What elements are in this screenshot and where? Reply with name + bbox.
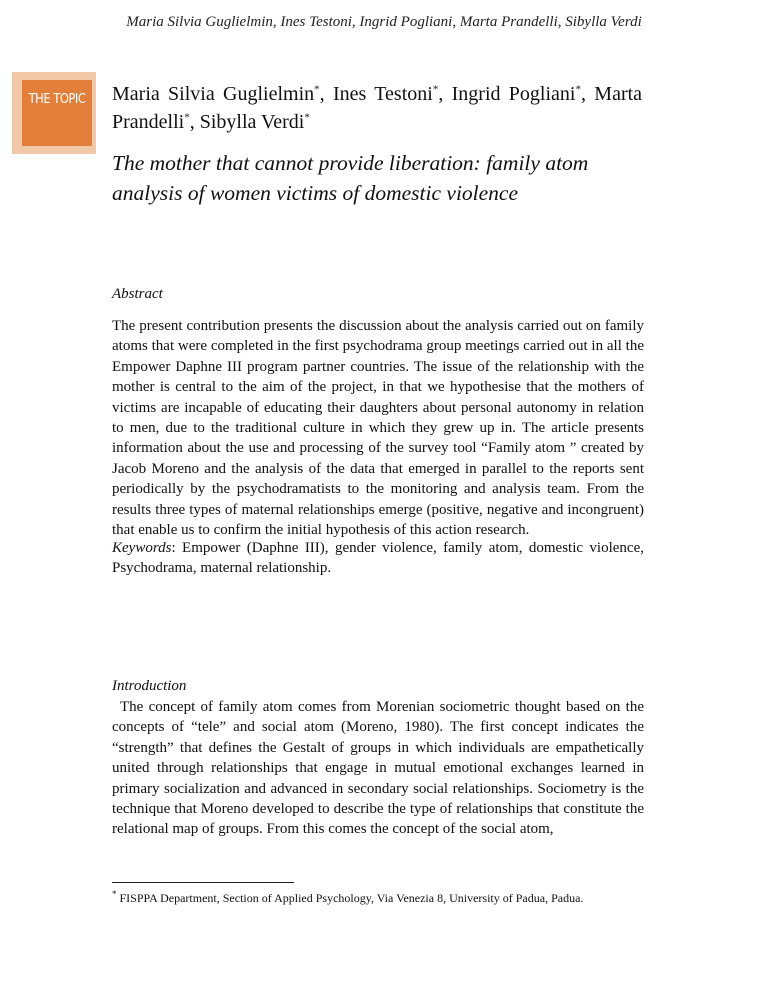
author-name: Ines Testoni — [332, 83, 433, 105]
keywords-text: : Empower (Daphne III), gender violence, family atom, domestic violence, Psychodrama, maternal relationship. — [112, 540, 644, 577]
section-badge — [22, 80, 92, 146]
footnote-divider — [112, 882, 294, 883]
affiliation-mark: * — [575, 83, 581, 96]
keywords-paragraph — [112, 538, 644, 579]
introduction-heading: Introduction — [112, 678, 187, 694]
footnote-text: FISPPA Department, Section of Applied Psychology, Via Venezia 8, University of Padua, Padua. — [116, 891, 584, 905]
author-separator: , — [438, 83, 452, 105]
author-name: Marta Prandelli — [112, 83, 643, 133]
affiliation-mark: * — [314, 83, 320, 96]
author-separator: , — [319, 83, 333, 105]
keywords-heading: Keywords — [112, 540, 172, 556]
paper-title: The mother that cannot provide liberation: family atom analysis of women victims of domestic violence — [112, 151, 589, 205]
author-name: Ingrid Pogliani — [451, 83, 576, 105]
abstract-text: The present contribution presents the discussion about the analysis carried out on family atoms that were completed in the first psychodrama group meetings carried out in all the Empower Daphne III program partner countries. The issue of the relationship with the mother is central to the aim of the project, in that we hypothesise that the mothers of victims are incapable of educating their daughters about personal autonomy in relation to men, due to the traditional culture in which they grew up in. The article presents information about the use and processing of the survey tool “Family atom ” created by Jacob Moreno and the analysis of the data that emerged in parallel to the reports sent periodically by the psychodramatists to the monitoring and analysis team. From the results three types of maternal relationships emerge (positive, negative and incongruent) that enable us to confirm the initial hypothesis of this action research. — [112, 318, 644, 539]
abstract-heading: Abstract — [112, 286, 163, 302]
section-badge-label: THE TOPIC — [28, 92, 86, 107]
footnote — [112, 886, 672, 906]
author-separator: , — [189, 111, 200, 133]
author-name: Sibylla Verdi — [199, 111, 305, 133]
introduction-text: The concept of family atom comes from Morenian sociometric thought based on the concepts of “tele” and social atom (Moreno, 1980). The first concept indicates the “strength” that defines the Gestalt of groups in which individuals are empathetically united through relationships that engage in mutual emotional exchanges learned in primary socialization and advanced in secondary social relationships. Sociometry is the technique that Moreno developed to describe the type of relationships that constitute the relational map of groups. From this comes the concept of the social atom, — [112, 699, 644, 838]
footnote-mark: * — [112, 889, 117, 899]
running-header: Maria Silvia Guglielmin, Ines Testoni, Ingrid Pogliani, Marta Prandelli, Sibylla Verdi — [126, 14, 642, 30]
author-name: Maria Silvia Guglielmin — [112, 83, 315, 105]
author-list — [112, 80, 642, 136]
affiliation-mark: * — [304, 111, 310, 124]
affiliation-mark: * — [184, 111, 190, 124]
author-separator: , — [580, 83, 595, 105]
affiliation-mark: * — [432, 83, 439, 96]
